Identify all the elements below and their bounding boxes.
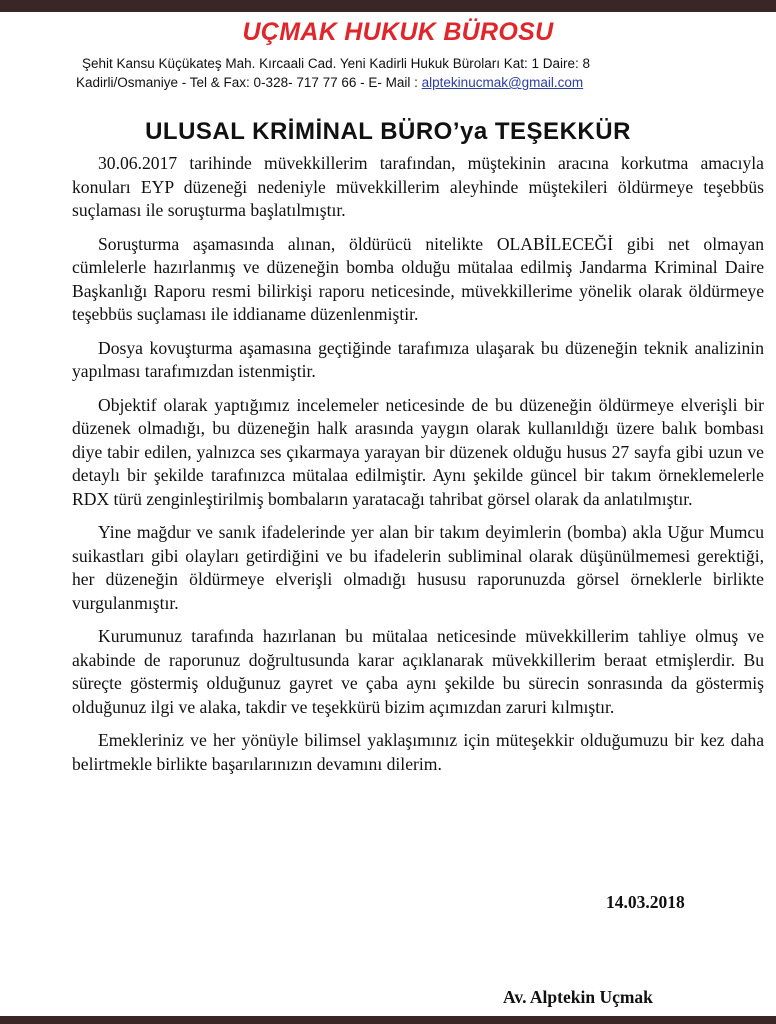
contact-text: Kadirli/Osmaniye - Tel & Fax: 0-328- 717 77 66 - E- Mail : bbox=[76, 75, 422, 90]
paragraph-4: Objektif olarak yaptığımız incelemeler neticesinde de bu düzeneğin öldürmeye elverişli bir düzenek olmadığı, bu düzeneğin halk arasında yaygın olarak kullanıldığı üzere balık bombası diye tabir edilen, yalnızca ses çıkarmaya yarayan bir düzenek olduğu husus 27 sayfa gibi uzun ve detaylı bir şekilde tarafınızca mütalaa edilmiştir. Aynı şekilde güncel bir takım örneklemelerle RDX türü zenginleştirilmiş bombaların yaratacağı tahribat görsel olarak da anlatılmıştır. bbox=[72, 394, 764, 509]
paragraph-2: Soruşturma aşamasında alınan, öldürücü nitelikte OLABİLECEĞİ gibi net olmayan cümlelerle hazırlanmış ve düzeneğin bomba olduğu mütalaa edilmiş Jandarma Kriminal Daire Başkanlığı Raporu resmi bilirkişi raporu neticesinde, müvekkillerime yönelik olarak öldürmeye teşebbüs suçlaması ile iddianame düzenlenmiştir. bbox=[72, 233, 764, 324]
letter-body bbox=[72, 152, 764, 786]
paragraph-5: Yine mağdur ve sanık ifadelerinde yer alan bir takım deyimlerin (bomba) akla Uğur Mumcu suikastları gibi olayları getirdiğini ve bu ifadelerin subliminal olarak düşünülmemesi gerektiği, her düzeneğin öldürmeye elverişli olmadığı hususu raporunuzda görsel örneklerle birlikte vurgulanmıştır. bbox=[72, 522, 764, 613]
signature: Av. Alptekin Uçmak bbox=[503, 987, 653, 1007]
address-line-1: Şehit Kansu Küçükateş Mah. Kırcaali Cad. Yeni Kadirli Hukuk Büroları Kat: 1 Daire: 8 bbox=[82, 56, 591, 71]
email-link[interactable]: alptekinucmak@gmail.com bbox=[421, 75, 584, 90]
paragraph-1: 30.06.2017 tarihinde müvekkillerim tarafından, müştekinin aracına korkutma amacıyla konuları EYP düzeneği nedeniyle müvekkillerim aleyhinde müştekileri öldürmeye teşebbüs suçlaması ile soruşturma başlatılmıştır. bbox=[72, 153, 764, 220]
document-title: ULUSAL KRİMİNAL BÜRO’ya TEŞEKKÜR bbox=[145, 118, 631, 145]
firm-name: UÇMAK HUKUK BÜROSU bbox=[242, 18, 554, 46]
letterhead bbox=[0, 18, 776, 47]
bottom-border bbox=[0, 1016, 776, 1024]
paragraph-7: Emekleriniz ve her yönüyle bilimsel yaklaşımınız için müteşekkir olduğumuzu bir kez daha belirtmekle birlikte başarılarınızın devamını dilerim. bbox=[72, 730, 764, 774]
letter-date: 14.03.2018 bbox=[606, 892, 685, 912]
paragraph-6: Kurumunuz tarafında hazırlanan bu mütalaa neticesinde müvekkillerim tahliye olmuş ve akabinde de raporunuz doğrultusunda karar açıklanarak müvekkillerim beraat etmişlerdir. Bu süreçte göstermiş olduğunuz gayret ve çaba aynı şekilde bu sürecin sonrasında da göstermiş olduğunuz ilgi ve alaka, takdir ve teşekkürü bizim açımızdan zaruri kılmıştır. bbox=[72, 626, 764, 717]
address-line-2 bbox=[76, 75, 583, 90]
top-border bbox=[0, 0, 776, 12]
paragraph-3: Dosya kovuşturma aşamasına geçtiğinde tarafımıza ulaşarak bu düzeneğin teknik analizinin yapılması tarafımızdan istenmiştir. bbox=[72, 337, 764, 381]
